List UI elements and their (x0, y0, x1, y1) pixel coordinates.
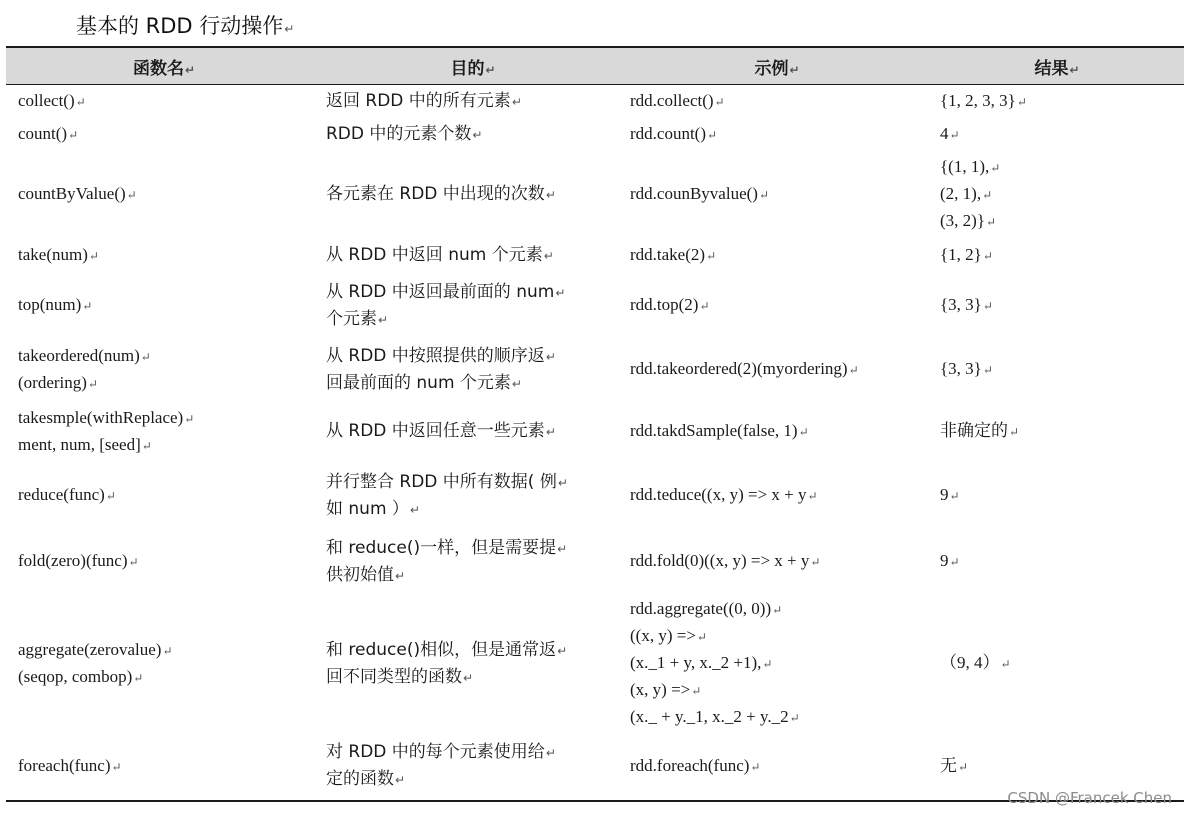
result-cell (930, 273, 1184, 339)
function-name-cell (6, 239, 322, 273)
cell-text-line: 从 RDD 中返回任意一些元素↵ (326, 421, 556, 441)
cell-text-line: 个元素↵ (326, 308, 389, 329)
function-name-cell (6, 273, 322, 339)
example-cell (624, 529, 930, 595)
cell-text-line: takesmple(withReplace)↵ (18, 407, 195, 427)
column-header-example: 示例↵ (624, 47, 930, 85)
example-cell (624, 595, 930, 733)
purpose-cell (322, 85, 624, 119)
cell-text-line: top(num)↵ (18, 295, 93, 314)
function-name-cell (6, 733, 322, 801)
document-title: 基本的 RDD 行动操作↵ (76, 14, 295, 38)
cell-text-line: 定的函数↵ (326, 769, 406, 789)
cell-text-line: （9, 4）↵ (940, 653, 1011, 672)
cell-text-line: 非确定的↵ (940, 421, 1020, 440)
table-row (6, 463, 1184, 529)
cell-text-line: rdd.teduce((x, y) => x + y↵ (630, 485, 818, 504)
function-name-cell (6, 339, 322, 401)
cell-text-line: 回最前面的 num 个元素↵ (326, 372, 522, 393)
result-cell (930, 595, 1184, 733)
function-name-cell (6, 529, 322, 595)
table-row (6, 595, 1184, 733)
table-row (6, 119, 1184, 151)
cell-text-line: (x._1 + y, x._2 +1),↵ (630, 653, 773, 672)
example-cell (624, 119, 930, 151)
example-cell (624, 273, 930, 339)
cell-text-line: foreach(func)↵ (18, 755, 122, 775)
column-header-function: 函数名↵ (6, 47, 322, 85)
cell-text-line: 返回 RDD 中的所有元素↵ (326, 91, 522, 112)
result-cell (930, 401, 1184, 463)
cell-text-line: rdd.fold(0)((x, y) => x + y↵ (630, 551, 821, 570)
cell-text-line: rdd.foreach(func)↵ (630, 755, 761, 775)
result-cell (930, 119, 1184, 151)
column-header-purpose: 目的↵ (322, 47, 624, 85)
result-cell (930, 85, 1184, 119)
cell-text-line: count()↵ (18, 124, 79, 143)
cell-text-line: 从 RDD 中返回 num 个元素↵ (326, 245, 554, 265)
cell-text-line: rdd.collect()↵ (630, 91, 725, 111)
function-name-cell (6, 463, 322, 529)
purpose-cell (322, 273, 624, 339)
column-header-result: 结果↵ (930, 47, 1184, 85)
table-row (6, 273, 1184, 339)
result-cell (930, 239, 1184, 273)
cell-text-line: 对 RDD 中的每个元素使用给↵ (326, 742, 556, 762)
cell-text-line: rdd.aggregate((0, 0))↵ (630, 599, 783, 618)
cell-text-line: 无↵ (940, 755, 969, 775)
purpose-cell (322, 733, 624, 801)
example-cell (624, 339, 930, 401)
purpose-cell (322, 463, 624, 529)
cell-text-line: countByValue()↵ (18, 184, 137, 203)
purpose-cell (322, 401, 624, 463)
cell-text-line: rdd.top(2)↵ (630, 295, 710, 314)
cell-text-line: 如 num ）↵ (326, 498, 420, 519)
cell-text-line: 和 reduce()相似，但是通常返↵ (326, 639, 568, 660)
cell-text-line: (x._ + y._1, x._2 + y._2↵ (630, 707, 800, 726)
rdd-actions-table (6, 46, 1184, 802)
cell-text-line: {3, 3}↵ (940, 359, 993, 378)
cell-text-line: rdd.count()↵ (630, 124, 718, 143)
cell-text-line: 从 RDD 中返回最前面的 num↵ (326, 281, 566, 302)
cell-text-line: {3, 3}↵ (940, 295, 993, 314)
cell-text-line: 并行整合 RDD 中所有数据( 例↵ (326, 471, 568, 492)
function-name-cell (6, 401, 322, 463)
cell-text-line: {(1, 1),↵ (940, 157, 1001, 176)
table-row (6, 401, 1184, 463)
table-row (6, 529, 1184, 595)
cell-text-line: 各元素在 RDD 中出现的次数↵ (326, 184, 556, 204)
function-name-cell (6, 85, 322, 119)
table-row (6, 239, 1184, 273)
cell-text-line: ment, num, [seed]↵ (18, 434, 152, 454)
table-header-row (6, 47, 1184, 85)
cell-text-line: 4↵ (940, 124, 960, 143)
cell-text-line: aggregate(zerovalue)↵ (18, 639, 173, 659)
cell-text-line: (seqop, combop)↵ (18, 666, 144, 686)
cell-text-line: RDD 中的元素个数↵ (326, 124, 483, 144)
cell-text-line: 供初始值↵ (326, 564, 406, 585)
cell-text-line: (ordering)↵ (18, 372, 98, 392)
cell-text-line: (3, 2)}↵ (940, 211, 997, 230)
example-cell (624, 151, 930, 239)
cell-text-line: fold(zero)(func)↵ (18, 551, 139, 570)
table-row (6, 151, 1184, 239)
result-cell (930, 529, 1184, 595)
cell-text-line: collect()↵ (18, 91, 86, 111)
function-name-cell (6, 119, 322, 151)
result-cell (930, 151, 1184, 239)
cell-text-line: take(num)↵ (18, 245, 99, 264)
function-name-cell (6, 595, 322, 733)
purpose-cell (322, 339, 624, 401)
cell-text-line: rdd.counByvalue()↵ (630, 184, 769, 203)
cell-text-line: rdd.takeordered(2)(myordering)↵ (630, 359, 859, 378)
example-cell (624, 85, 930, 119)
function-name-cell (6, 151, 322, 239)
purpose-cell (322, 151, 624, 239)
purpose-cell (322, 119, 624, 151)
cell-text-line: {1, 2}↵ (940, 245, 993, 264)
cell-text-line: 9↵ (940, 551, 960, 570)
cell-text-line: 和 reduce()一样，但是需要提↵ (326, 537, 568, 558)
table-row (6, 339, 1184, 401)
example-cell (624, 733, 930, 801)
result-cell (930, 339, 1184, 401)
cell-text-line: {1, 2, 3, 3}↵ (940, 91, 1027, 111)
cell-text-line: rdd.take(2)↵ (630, 245, 717, 264)
watermark: CSDN @Francek Chen (1007, 789, 1172, 807)
purpose-cell (322, 239, 624, 273)
cell-text-line: ((x, y) =>↵ (630, 626, 707, 645)
example-cell (624, 401, 930, 463)
cell-text-line: 回不同类型的函数↵ (326, 666, 474, 687)
cell-text-line: 9↵ (940, 485, 960, 504)
table-row (6, 85, 1184, 119)
cell-text-line: reduce(func)↵ (18, 485, 116, 504)
example-cell (624, 239, 930, 273)
cell-text-line: 从 RDD 中按照提供的顺序返↵ (326, 345, 556, 366)
cell-text-line: rdd.takdSample(false, 1)↵ (630, 421, 809, 440)
example-cell (624, 463, 930, 529)
cell-text-line: takeordered(num)↵ (18, 345, 151, 365)
cell-text-line: (x, y) =>↵ (630, 680, 702, 699)
table-body (6, 85, 1184, 801)
result-cell (930, 463, 1184, 529)
purpose-cell (322, 595, 624, 733)
purpose-cell (322, 529, 624, 595)
cell-text-line: (2, 1),↵ (940, 184, 993, 203)
